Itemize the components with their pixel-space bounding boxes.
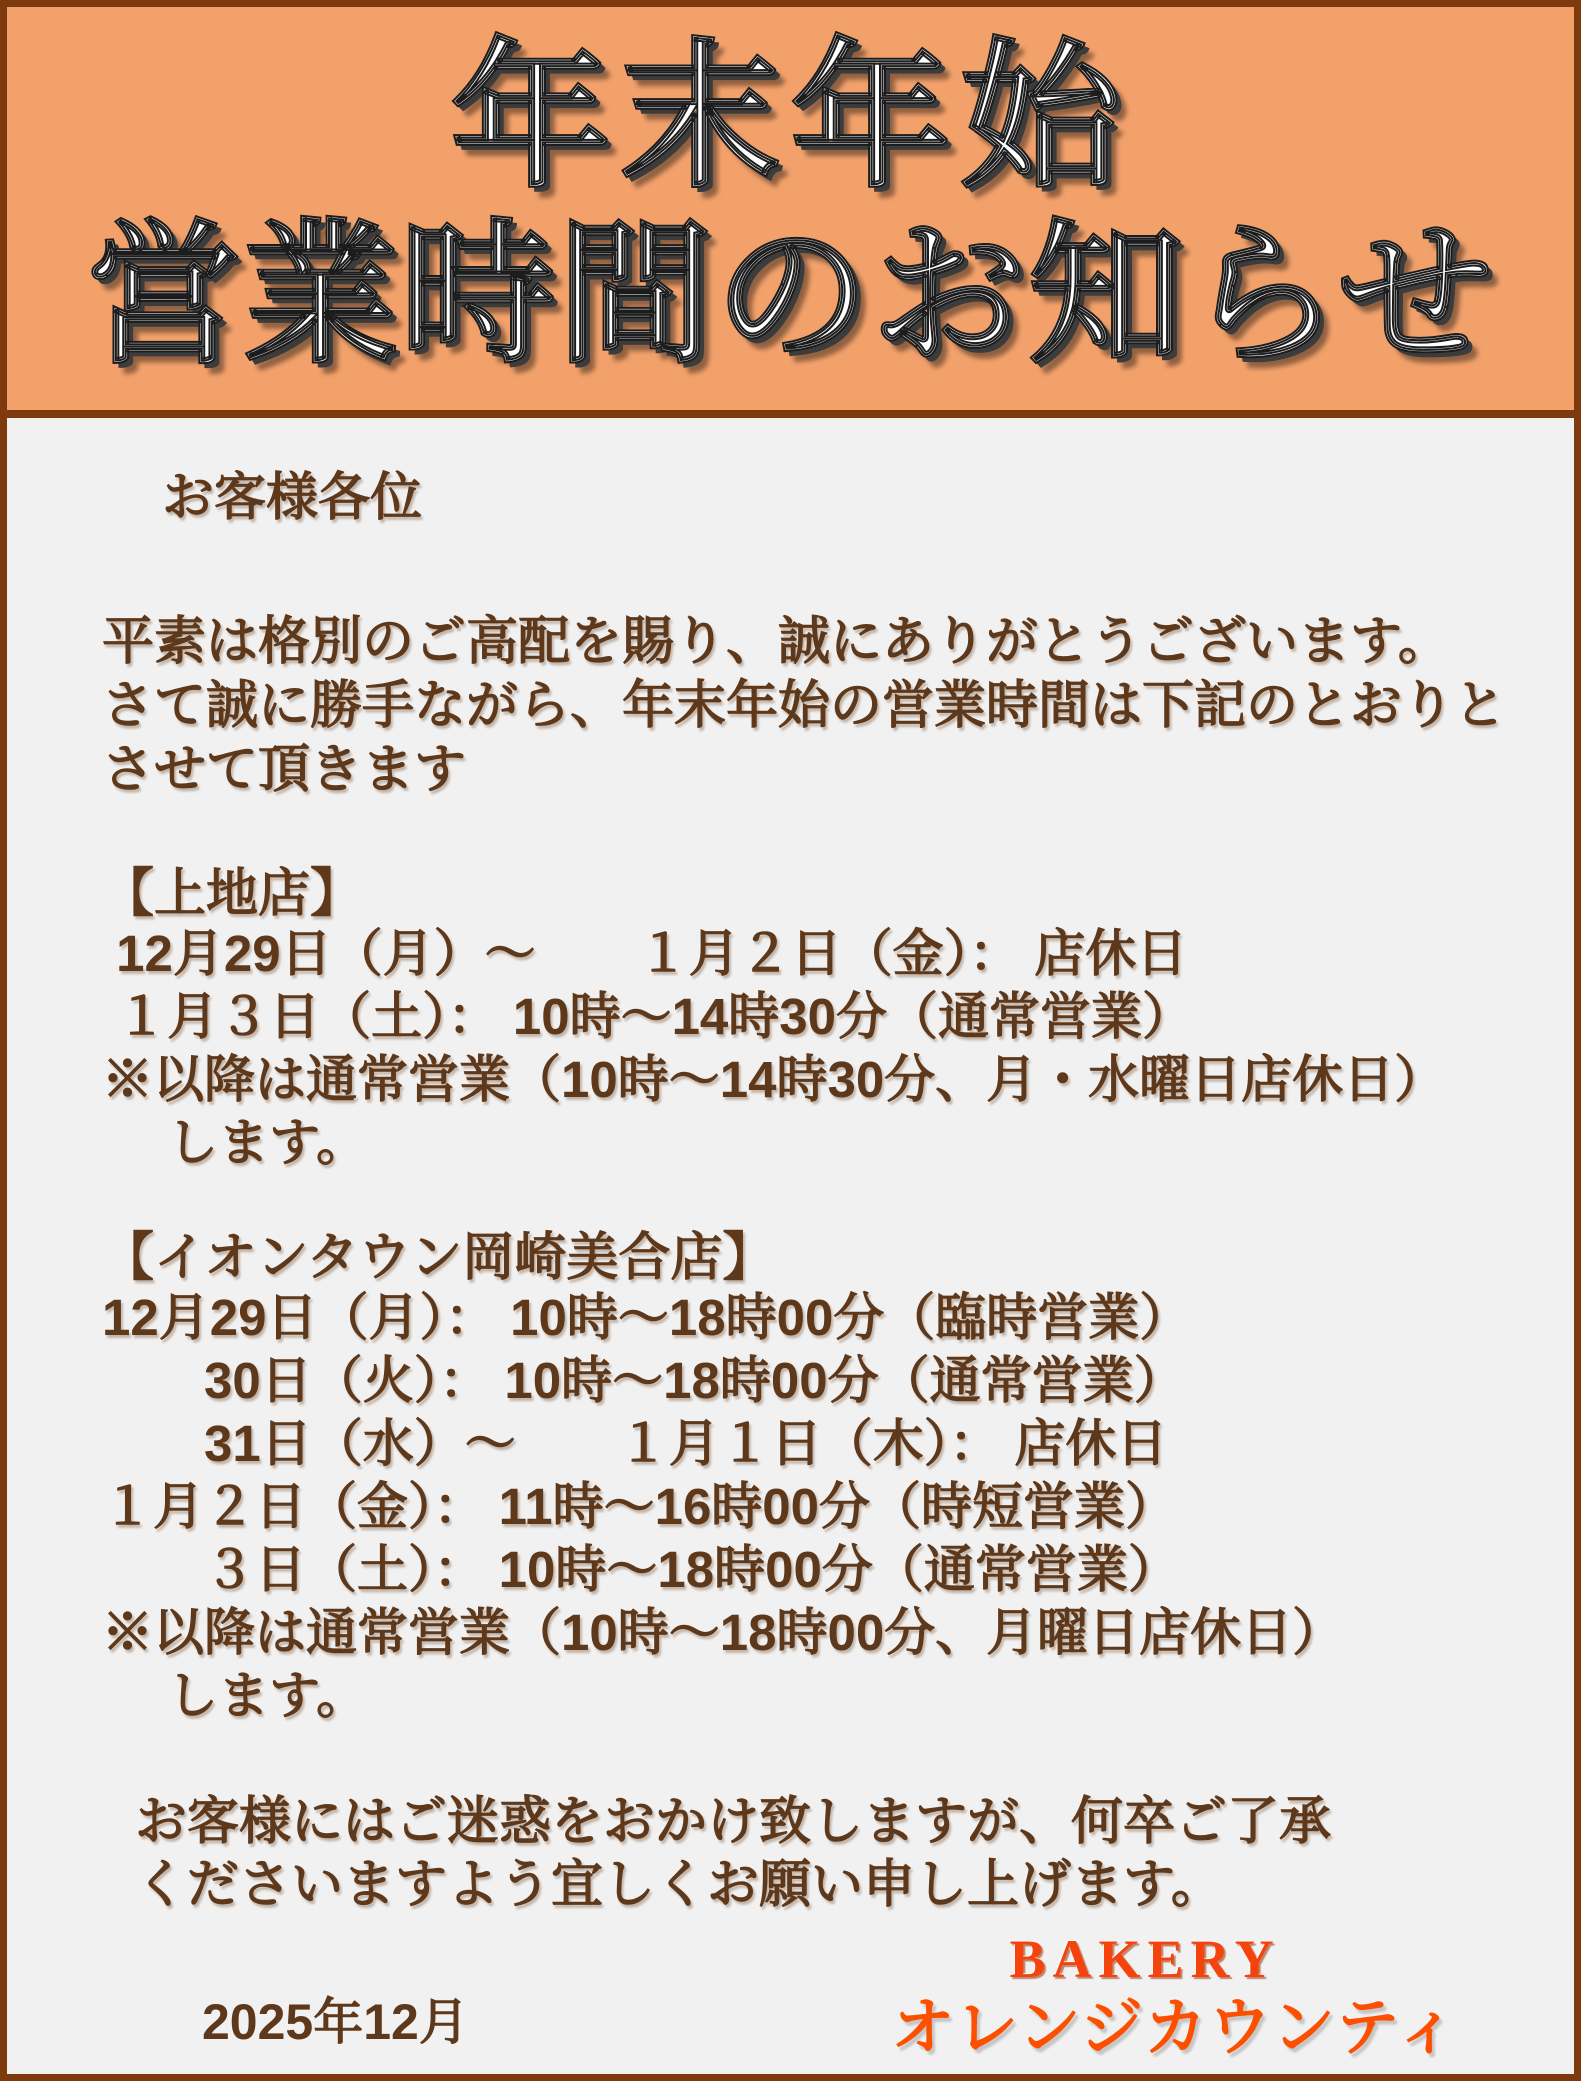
- logo-shop-name: オレンジカウンティ: [891, 1993, 1459, 2063]
- closing-paragraph: [135, 1791, 1544, 1917]
- schedule-note: ※以降は通常営業（10時～14時30分、月・水曜日店休日）: [102, 1051, 1446, 1108]
- schedule-line: １月２日（金）： 11時～16時00分（時短営業）: [102, 1478, 1177, 1535]
- intro-line: させて頂きます: [102, 741, 467, 799]
- schedule-line: 30日（火）： 10時～18時00分（通常営業）: [102, 1352, 1185, 1409]
- banner-title-line2: 営業時間のお知らせ: [86, 208, 1495, 381]
- salutation: お客様各位: [162, 469, 423, 527]
- section-aeontown-miai-store: [102, 1230, 1544, 1727]
- section-kamiji-store: [102, 866, 1544, 1174]
- notice-body: [7, 418, 1574, 1917]
- schedule-line: １月３日（土）： 10時～14時30分（通常営業）: [102, 988, 1194, 1045]
- header-banner: [7, 7, 1574, 418]
- schedule-note-continued: します。: [102, 1667, 368, 1724]
- schedule-note-continued: します。: [102, 1114, 368, 1171]
- closing-line: くださいますよう宜しくお願い申し上げます。: [135, 1856, 1223, 1914]
- section-heading-aeontown-miai: 【イオンタウン岡崎美合店】: [102, 1229, 775, 1287]
- bakery-logo: [891, 1930, 1459, 2062]
- section-heading-kamiji: 【上地店】: [102, 865, 363, 923]
- schedule-line: 12月29日（月）～ １月２日（金）： 店休日: [102, 925, 1188, 982]
- intro-line: 平素は格別のご高配を賜り、誠にありがとうございます。: [102, 613, 1450, 671]
- footer: [7, 1909, 1574, 2074]
- logo-bakery-text: BAKERY: [1009, 1929, 1281, 1989]
- issue-date: 2025年12月: [202, 1994, 469, 2050]
- schedule-line: ３日（土）： 10時～18時00分（通常営業）: [102, 1541, 1179, 1598]
- schedule-line: 12月29日（月）： 10時～18時00分（臨時営業）: [102, 1289, 1191, 1346]
- schedule-line: 31日（水）～ １月１日（木）： 店休日: [102, 1415, 1168, 1472]
- banner-title-line1: 年末年始: [450, 27, 1131, 206]
- intro-line: さて誠に勝手ながら、年末年始の営業時間は下記のとおりと: [102, 677, 1507, 735]
- intro-paragraph: [102, 610, 1544, 802]
- closing-line: お客様にはご迷惑をおかけ致しますが、何卒ご了承: [135, 1793, 1332, 1851]
- schedule-note: ※以降は通常営業（10時～18時00分、月曜日店休日）: [102, 1604, 1344, 1661]
